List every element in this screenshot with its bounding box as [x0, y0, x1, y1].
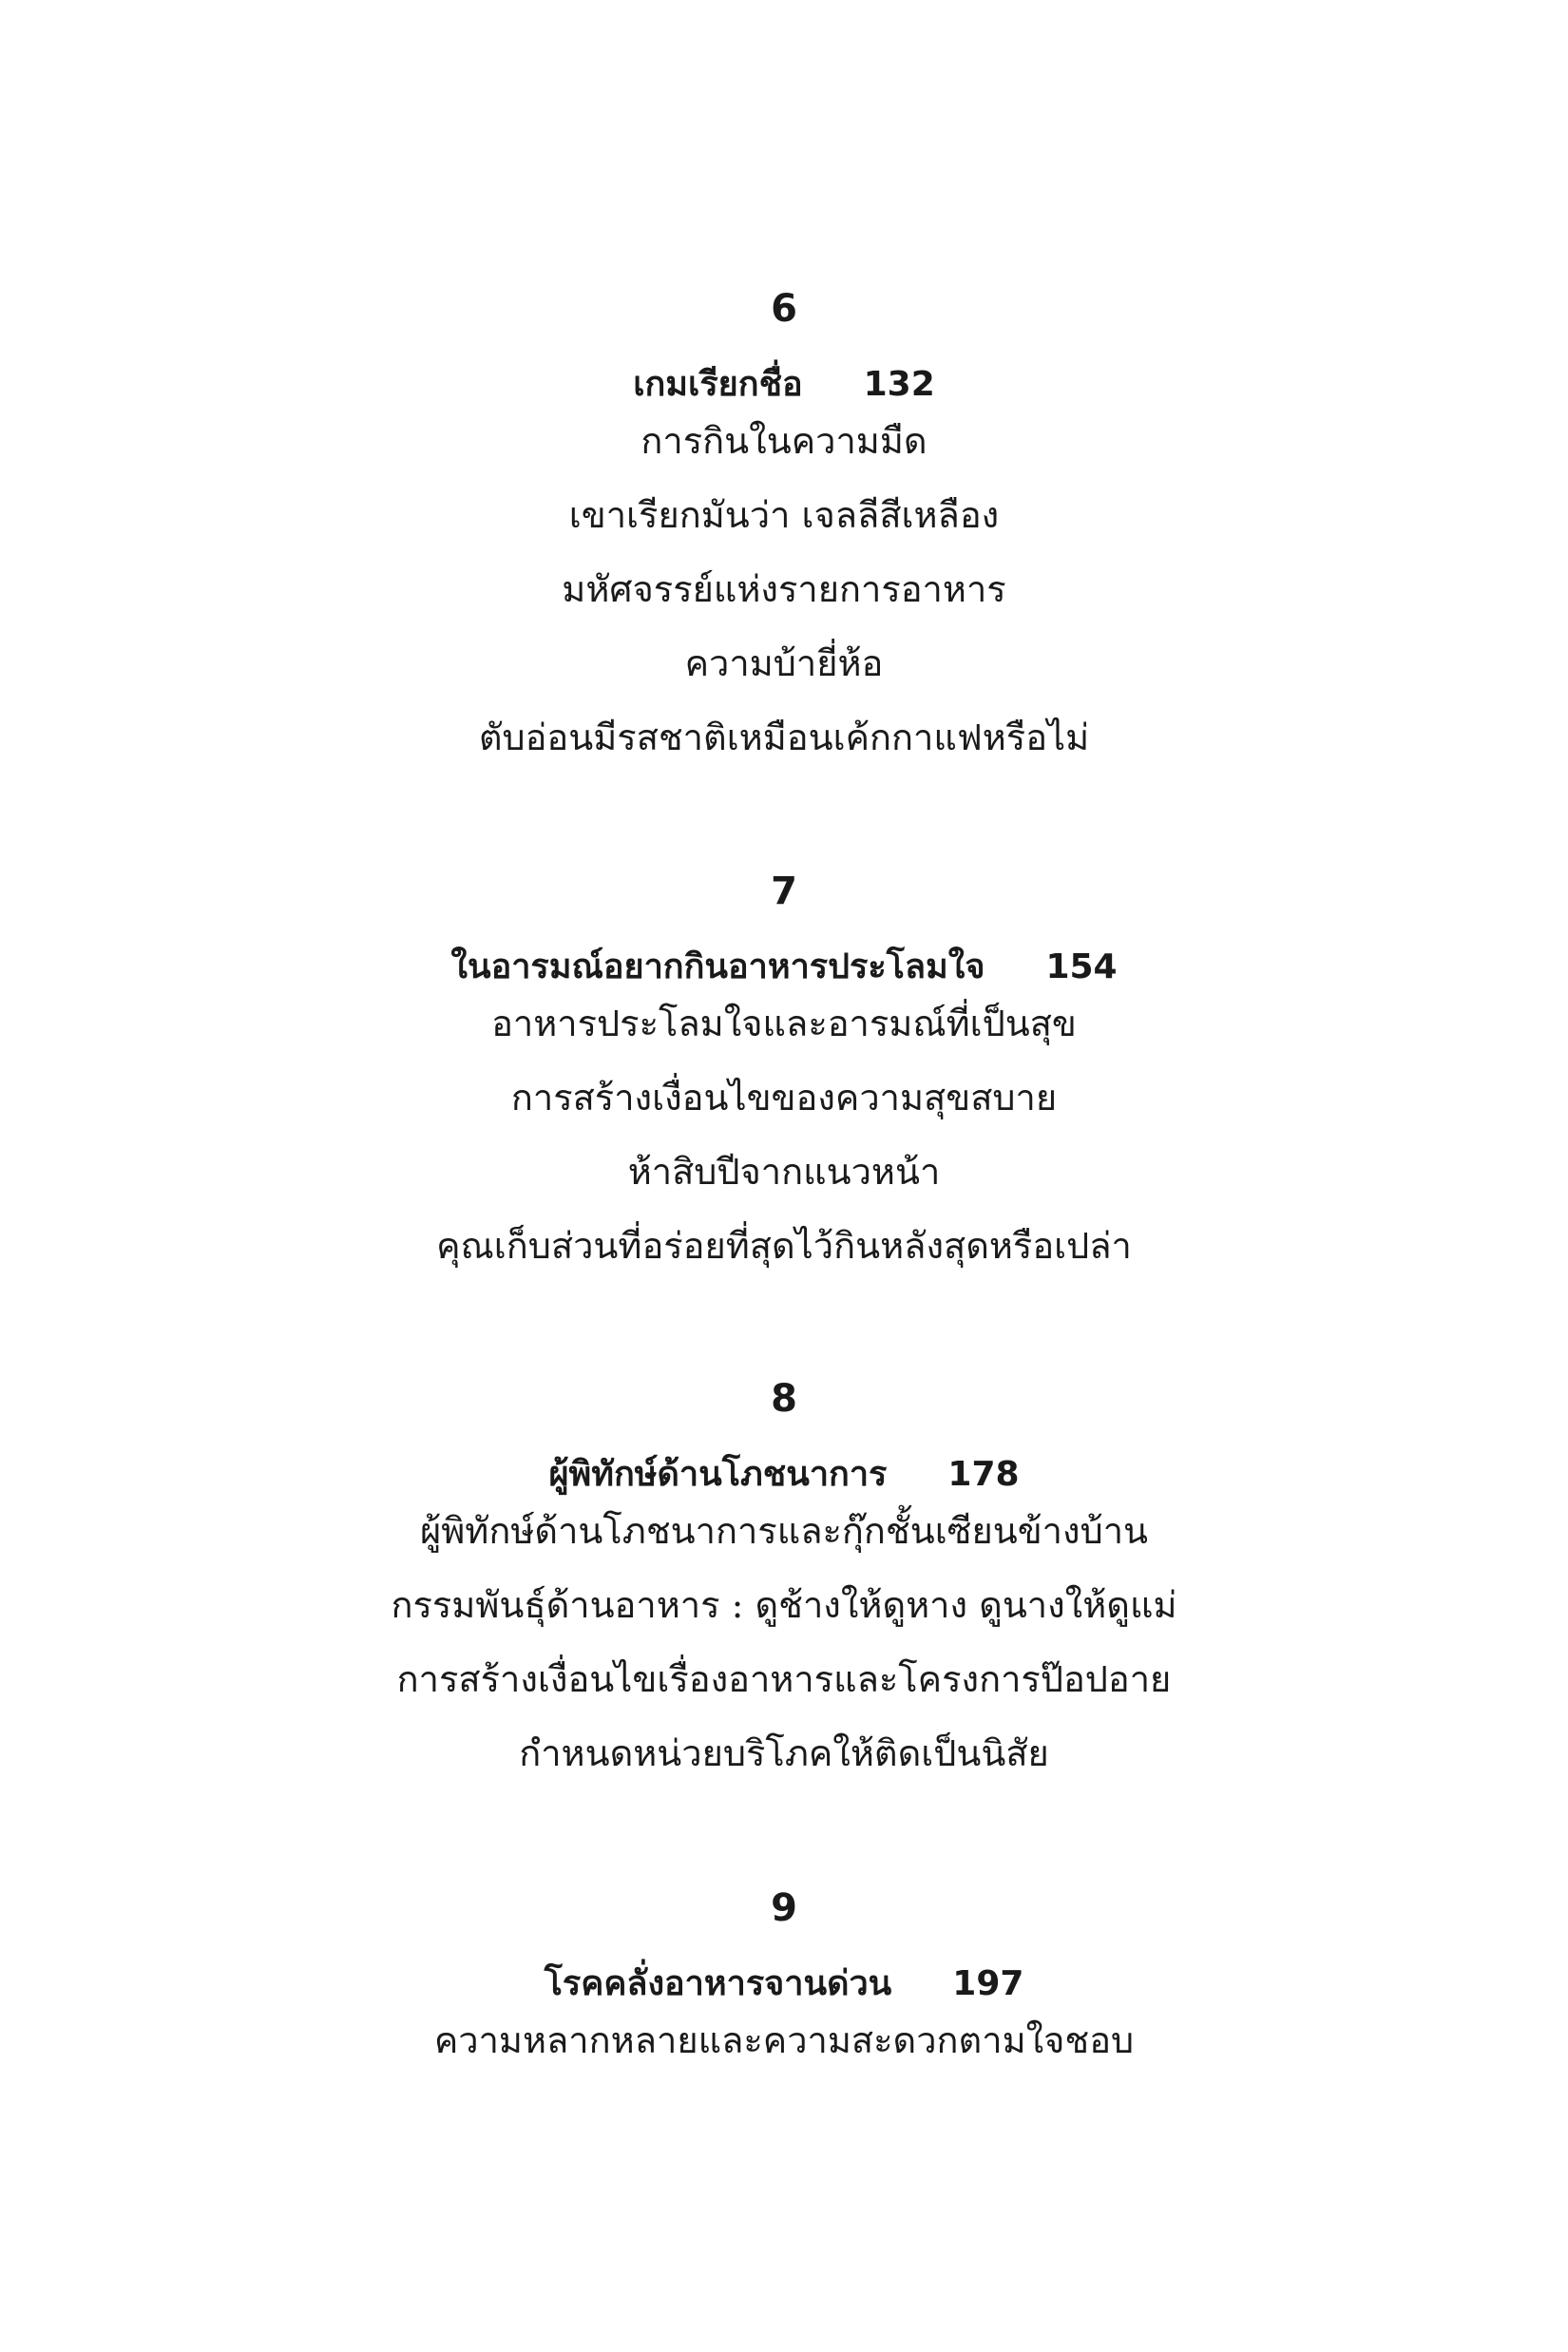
chapter-title: ในอารมณ์อยากกินอาหารประโลมใจ — [450, 947, 985, 986]
subsection-item: ห้าสิบปีจากแนวหน้า — [627, 1151, 941, 1193]
chapter-heading — [0, 366, 1568, 404]
chapter-heading — [0, 1965, 1568, 2003]
chapter-title: ผู้พิทักษ์ด้านโภชนาการ — [548, 1455, 888, 1494]
subsection-list — [0, 986, 1568, 1283]
chapter-9 — [0, 1886, 1568, 2077]
subsection-item: การสร้างเงื่อนไขของความสุขสบาย — [510, 1077, 1058, 1119]
chapter-6 — [0, 287, 1568, 774]
chapter-page-number: 132 — [863, 365, 935, 404]
subsection-item: ความบ้ายี่ห้อ — [684, 642, 884, 684]
subsection-item: กรรมพันธุ์ด้านอาหาร : ดูช้างให้ดูหาง ดูนางให้ดูแม่ — [391, 1584, 1177, 1626]
subsection-item: คุณเก็บส่วนที่อร่อยที่สุดไว้กินหลังสุดหรือเปล่า — [436, 1225, 1132, 1267]
chapter-heading — [0, 1456, 1568, 1494]
subsection-item: มหัศจรรย์แห่งรายการอาหาร — [562, 568, 1006, 610]
subsection-item: ผู้พิทักษ์ด้านโภชนาการและกุ๊กชั้นเซียนข้างบ้าน — [419, 1510, 1149, 1552]
subsection-item: การสร้างเงื่อนไขเรื่องอาหารและโครงการป๊อปอาย — [396, 1658, 1172, 1700]
chapter-title: เกมเรียกชื่อ — [633, 365, 803, 404]
chapter-title: โรคคลั่งอาหารจานด่วน — [544, 1964, 892, 2003]
chapter-page-number: 154 — [1045, 947, 1118, 986]
chapter-number: 8 — [771, 1377, 797, 1421]
chapter-heading — [0, 948, 1568, 986]
subsection-item: ตับอ่อนมีรสชาติเหมือนเค้กกาแฟหรือไม่ — [478, 717, 1090, 758]
chapter-page-number: 197 — [952, 1964, 1024, 2003]
subsection-list — [0, 1494, 1568, 1790]
subsection-item: อาหารประโลมใจและอารมณ์ที่เป็นสุข — [491, 1003, 1077, 1044]
subsection-list — [0, 404, 1568, 774]
subsection-item: การกินในความมืด — [641, 420, 927, 462]
subsection-item: กำหนดหน่วยบริโภคให้ติดเป็นนิสัย — [519, 1732, 1049, 1774]
chapter-7 — [0, 872, 1568, 1283]
chapter-number: 7 — [771, 870, 797, 913]
subsection-item: ความหลากหลายและความสะดวกตามใจชอบ — [433, 2019, 1135, 2061]
chapter-number: 6 — [771, 287, 797, 331]
chapter-8 — [0, 1377, 1568, 1790]
subsection-list — [0, 2003, 1568, 2077]
chapter-page-number: 178 — [947, 1455, 1020, 1494]
chapter-number: 9 — [771, 1886, 797, 1930]
subsection-item: เขาเรียกมันว่า เจลลีสีเหลือง — [568, 494, 1000, 536]
